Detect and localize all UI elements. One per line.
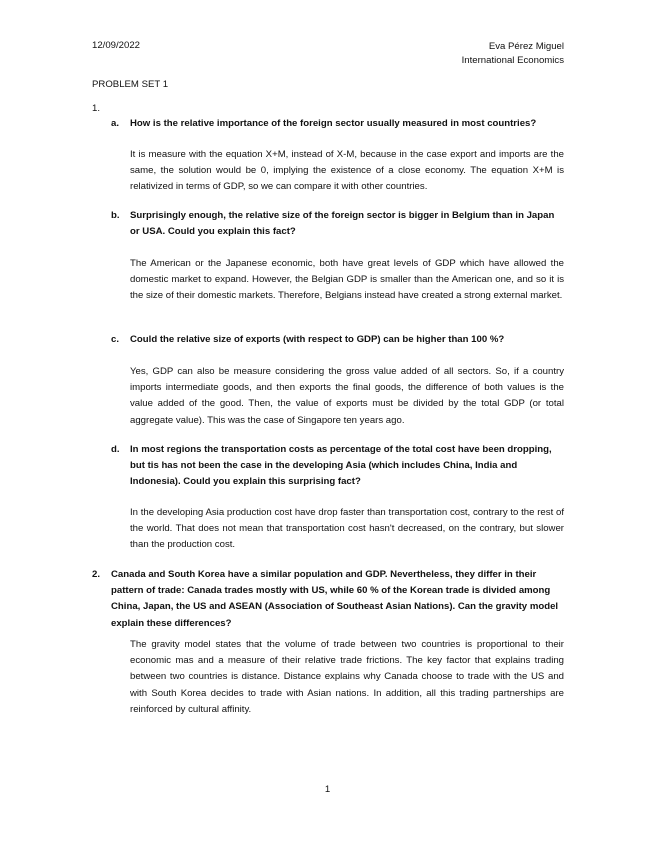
problem-1-number: 1.: [92, 103, 101, 114]
part-a-letter: a.: [111, 118, 120, 129]
part-d-letter: d.: [111, 444, 120, 455]
header-author: Eva Pérez Miguel: [488, 41, 564, 52]
problem-set-title: PROBLEM SET 1: [92, 79, 169, 90]
header-date: 12/09/2022: [92, 40, 141, 51]
page-number: 1: [324, 784, 331, 795]
part-b-answer: The American or the Japanese economic, both have great levels of GDP which have allowed the domestic market to expand. However, the Belgian GDP is smaller than the American one, and so it is the size of their domestic markets. Therefore, Belgians instead have created a strong external market.: [130, 258, 564, 302]
part-c-letter: c.: [111, 334, 120, 345]
part-c-question: Could the relative size of exports (with respect to GDP) can be higher than 100 %?: [130, 334, 505, 345]
part-a-question: How is the relative importance of the foreign sector usually measured in most countries?: [130, 118, 537, 129]
part-c-answer: Yes, GDP can also be measure considering the gross value added of all sectors. So, if a country imports intermediate goods, and then exports the final goods, the difference of both values is the value added of the good. Then, the value of exports must be divided by the total GDP (or total aggregate value). This was the case of Singapore ten years ago.: [130, 366, 564, 426]
header-course: International Economics: [461, 55, 564, 66]
problem-2-question: Canada and South Korea have a similar population and GDP. Nevertheless, they differ in their pattern of trade: Canada trades mostly with US, while 60 % of the Korean trade is divided among China, Japan, the US and ASEAN (Association of Southeast Asian Nations). Can the gravity model explain these differences?: [111, 569, 559, 629]
part-d-question: In most regions the transportation costs as percentage of the total cost have been dropping, but tis has not been the case in the developing Asia (which includes China, India and Indonesia). Could you explain this surprising fact?: [130, 444, 552, 488]
part-b-letter: b.: [111, 210, 120, 221]
part-b-question: Surprisingly enough, the relative size of the foreign sector is bigger in Belgium than in Japan or USA. Could you explain this fact?: [130, 210, 555, 238]
part-d-answer: In the developing Asia production cost have drop faster than transportation cost, contrary to the rest of the world. That does not mean that transportation cost hasn't decreased, on the contrary, but slower than the production cost.: [130, 507, 564, 551]
header-author-block: [462, 40, 564, 68]
part-a-answer: It is measure with the equation X+M, instead of X-M, because in the case export and imports are the same, the solution would be 0, implying the existence of a close economy. The equation X+M is relativized in terms of GDP, so we can compare it with other countries.: [130, 149, 564, 193]
problem-2-answer: The gravity model states that the volume of trade between two countries is proportional to their economic mas and a measure of their relative trade frictions. The key factor that explains trading between two countries is distance. Distance explains why Canada choose to trade with the US and with South Korea decides to trade with Asian nations. In addition, all this trading partnerships are reinforced by cultural affinity.: [130, 639, 564, 715]
problem-2-number: 2.: [92, 569, 101, 580]
